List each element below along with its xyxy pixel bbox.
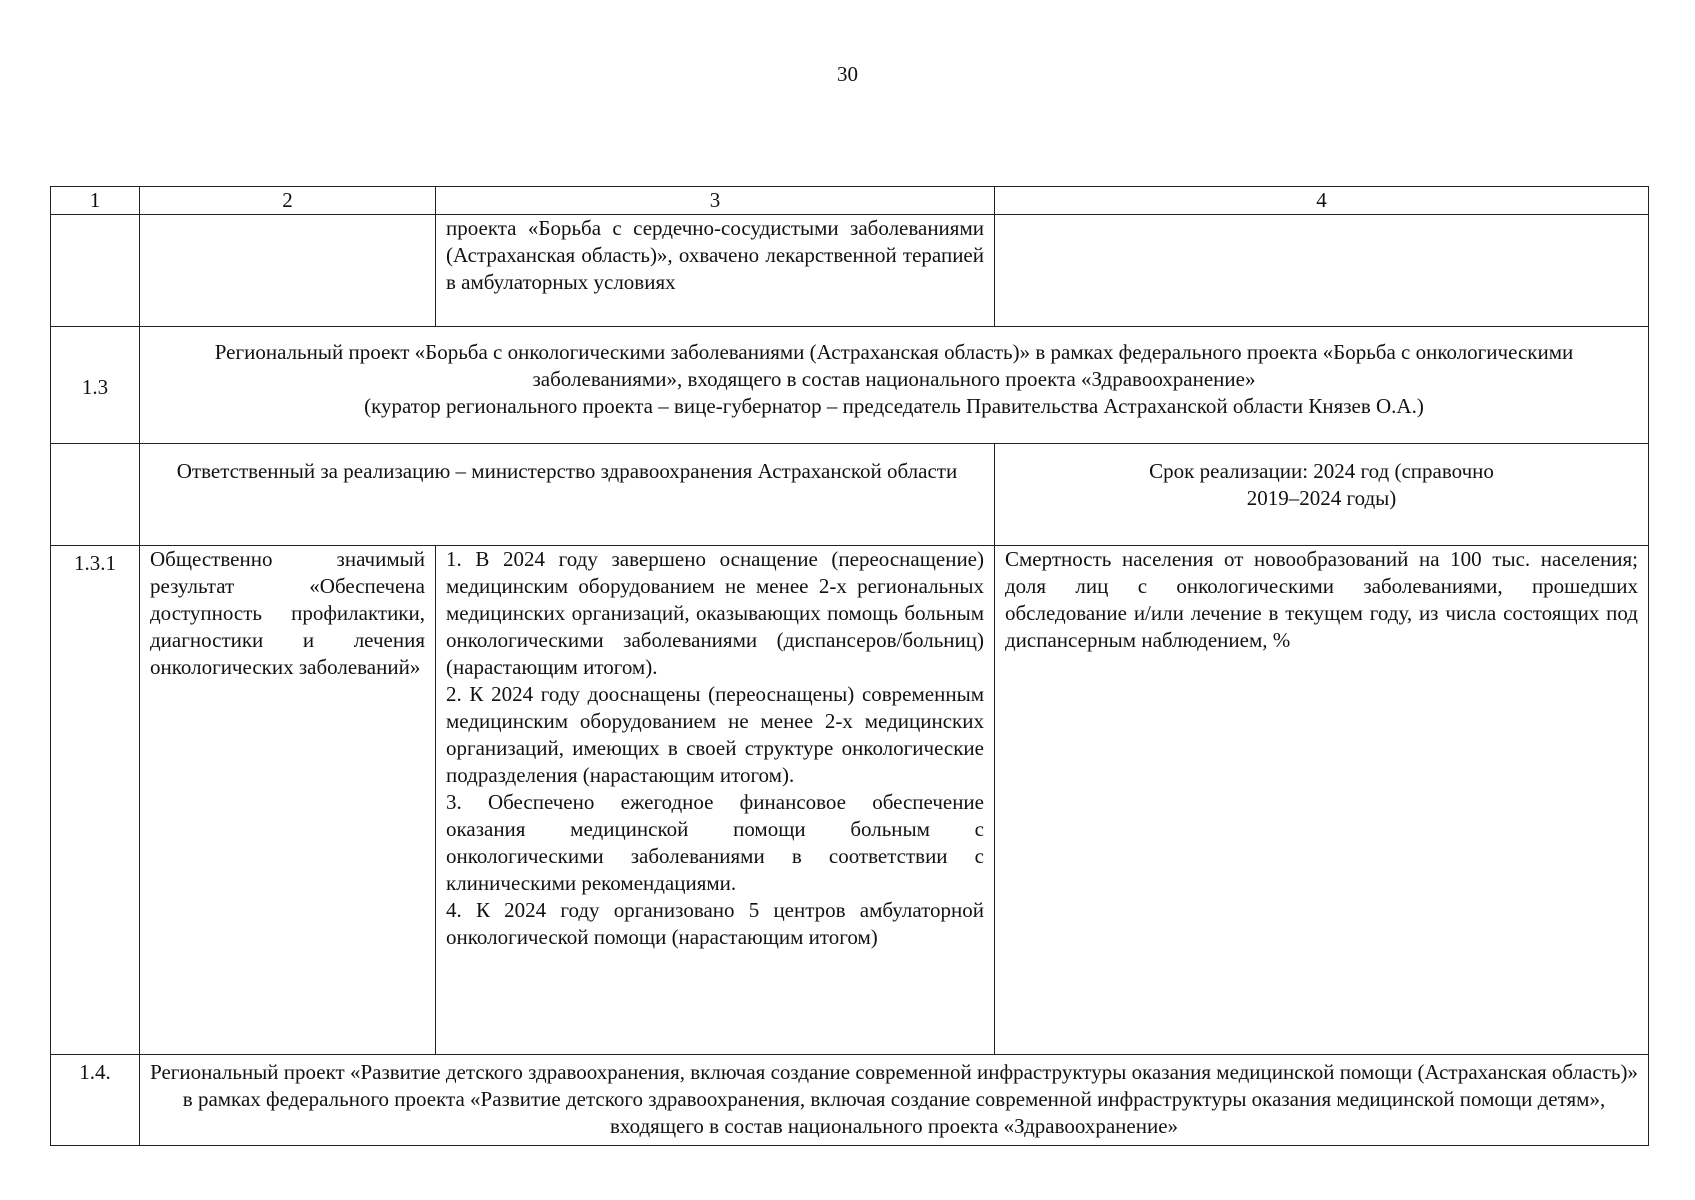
continuation-tasks-cell: проекта «Борьба с сердечно-сосудистыми заболеваниями (Астраханская область)», охвачено лекарственной терапией в амбулаторных условиях xyxy=(436,215,995,327)
section-title-1-3 xyxy=(140,327,1649,444)
continuation-indicators-cell xyxy=(995,215,1649,327)
continuation-number-cell xyxy=(51,215,140,327)
table-row-section-1-4 xyxy=(51,1055,1649,1146)
responsible-cell: Ответственный за реализацию – министерство здравоохранения Астраханской области xyxy=(140,444,995,546)
task-item-1: 1. В 2024 году завершено оснащение (переоснащение) медицинским оборудованием не менее 2-х региональных медицинских организаций, оказывающих помощь больным онкологическими заболеваниями (диспансеров/больниц) (нарастающим итогом). xyxy=(446,547,984,679)
result-cell-1-3-1: Общественно значимый результат «Обеспечена доступность профилактики, диагностики и лечения онкологических заболеваний» xyxy=(140,546,436,1055)
term-line-2: 2019–2024 годы) xyxy=(1246,486,1397,510)
tasks-cell-1-3-1 xyxy=(436,546,995,1055)
section-title-1-4: Региональный проект «Развитие детского здравоохранения, включая создание современной инфраструктуры оказания медицинской помощи (Астраханская область)» в рамках федерального проекта «Развитие детского здравоохранения, включая создание современной инфраструктуры оказания медицинской помощи детям», входящего в состав национального проекта «Здравоохранение» xyxy=(140,1055,1649,1146)
column-header-3: 3 xyxy=(436,187,995,215)
responsible-empty-cell xyxy=(51,444,140,546)
section-curator-1-3: (куратор регионального проекта – вице-губернатор – председатель Правительства Астраханской области Князев О.А.) xyxy=(364,394,1424,418)
column-header-1: 1 xyxy=(51,187,140,215)
continuation-result-cell xyxy=(140,215,436,327)
section-number-1-3: 1.3 xyxy=(51,327,140,444)
indicators-cell-1-3-1: Смертность населения от новообразований на 100 тыс. населения; доля лиц с онкологическими заболеваниями, прошедших обследование и/или лечение в текущем году, из числа состоящих под диспансерным наблюдением, % xyxy=(995,546,1649,1055)
table-row-continuation xyxy=(51,215,1649,327)
task-item-3: 3. Обеспечено ежегодное финансовое обеспечение оказания медицинской помощи больным с онкологическими заболеваниями в соответствии с клиническими рекомендациями. xyxy=(446,790,984,895)
table-row-1-3-1 xyxy=(51,546,1649,1055)
page-number: 30 xyxy=(837,62,858,86)
task-item-4: 4. К 2024 году организовано 5 центров амбулаторной онкологической помощи (нарастающим итогом) xyxy=(446,898,984,949)
column-header-2: 2 xyxy=(140,187,436,215)
table-row-responsible xyxy=(51,444,1649,546)
term-cell xyxy=(995,444,1649,546)
table-row-section-1-3 xyxy=(51,327,1649,444)
column-header-4: 4 xyxy=(995,187,1649,215)
project-table xyxy=(50,186,1649,1146)
section-number-1-4: 1.4. xyxy=(51,1055,140,1146)
row-number-1-3-1: 1.3.1 xyxy=(51,546,140,1055)
table-header-row xyxy=(51,187,1649,215)
term-line-1: Срок реализации: 2024 год (справочно xyxy=(1149,459,1494,483)
task-item-2: 2. К 2024 году дооснащены (переоснащены) современным медицинским оборудованием не менее 2-х медицинских организаций, имеющих в своей структуре онкологические подразделения (нарастающим итогом). xyxy=(446,682,984,787)
section-title-1-3-main: Региональный проект «Борьба с онкологическими заболеваниями (Астраханская область)» в рамках федерального проекта «Борьба с онкологическими заболеваниями», входящего в состав национального проекта «Здравоохранение» xyxy=(214,340,1574,391)
